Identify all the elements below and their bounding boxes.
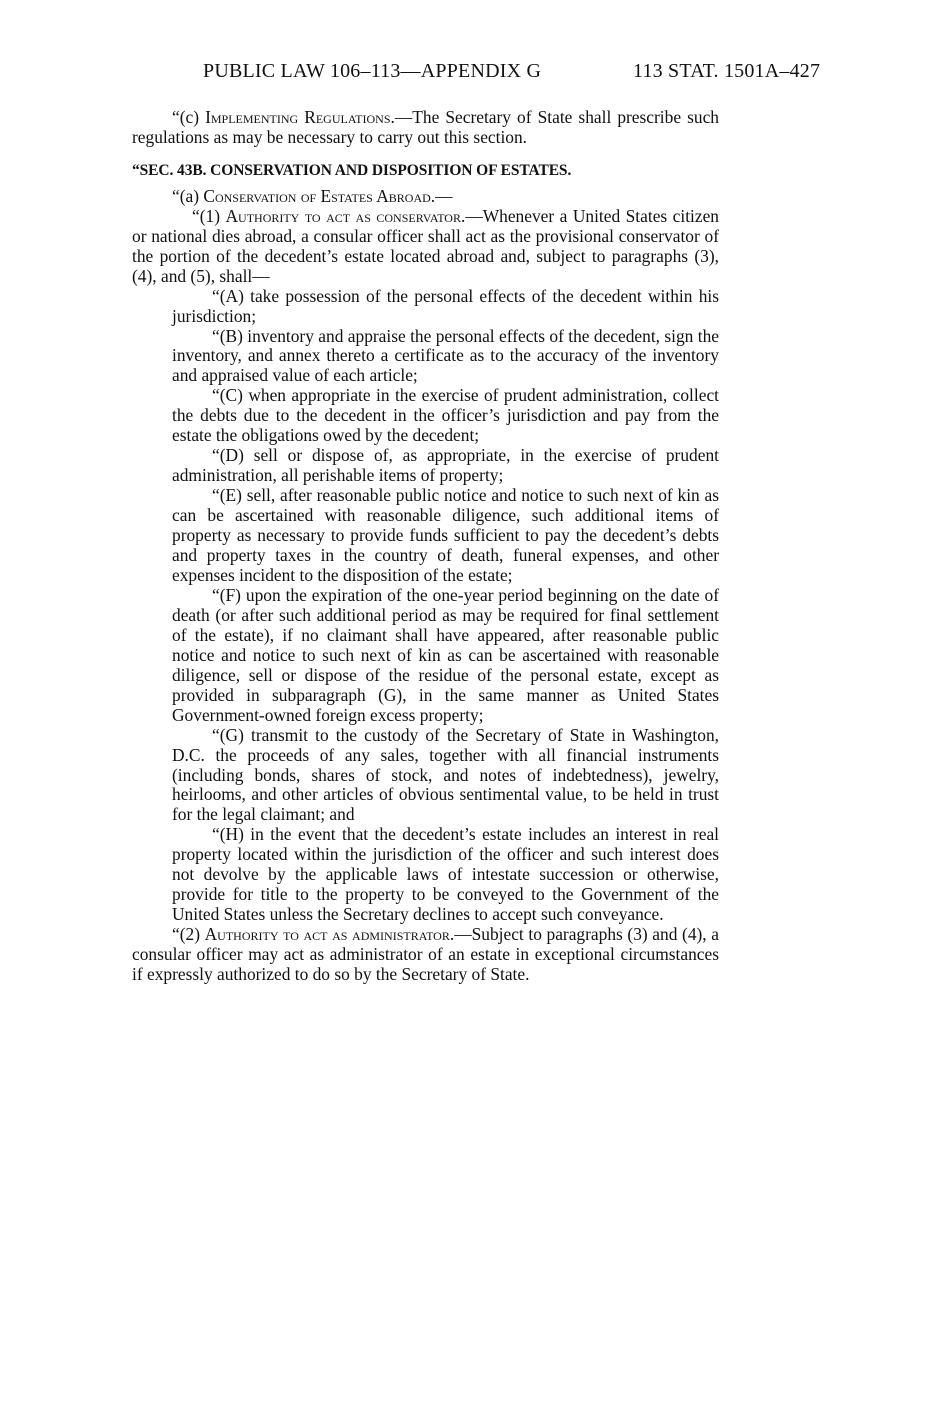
paragraph-1-title: Authority to act as conservator — [225, 205, 461, 226]
subsection-c-title: Implementing Regulations — [205, 107, 391, 127]
subsection-a-label: “(a) — [172, 185, 204, 206]
paragraph-1-text: .—Whenever a United States citizen or national dies abroad, a consular officer shall act as the provisional conservator of the portion of the decedent’s estate located abroad and, subject to paragraphs (3), (4), and (5), shall— — [132, 205, 719, 286]
subparagraph-B: “(B) inventory and appraise the personal effects of the decedent, sign the inventory, and annex thereto a certificate as to the accuracy of the inventory and appraised value of each article; — [172, 325, 719, 386]
subparagraph-G: “(G) transmit to the custody of the Secretary of State in Washington, D.C. the proceeds of any sales, together with all financial instruments (including bonds, shares of stock, and notes of indebtedness), jewelry, heirlooms, and other articles of obvious sentimental value, to be held in trust for the legal claimant; and — [172, 724, 719, 825]
subparagraph-F: “(F) upon the expiration of the one-year period beginning on the date of death (or after such additional period as may be required for final settlement of the estate), if no claimant shall have appeared, after reasonable public notice and notice to such next of kin as can be ascertained with reasonable diligence, sell or dispose of the residue of the personal estate, except as provided in subparagraph (G), in the same manner as United States Government-owned foreign excess property; — [172, 584, 719, 725]
paragraph-1-label: “(1) — [192, 205, 226, 226]
paragraph-2 — [132, 925, 719, 985]
subsection-a-heading — [132, 187, 719, 207]
public-law-citation: PUBLIC LAW 106–113—APPENDIX G — [203, 60, 542, 82]
subsection-a-title: Conservation of Estates Abroad — [203, 185, 431, 206]
subparagraph-D: “(D) sell or dispose of, as appropriate, in the exercise of prudent administration, all perishable items of property; — [172, 445, 719, 486]
paragraph-2-title: Authority to act as administrator — [204, 924, 450, 945]
paragraph-2-text: .—Subject to paragraphs (3) and (4), a consular officer may act as administrator of an estate in exceptional circumstances if expressly authorized to do so by the Secretary of State. — [132, 924, 719, 985]
subsection-a-tail: .— — [430, 185, 453, 206]
subsection-c — [132, 108, 719, 148]
statute-page-number: 113 STAT. 1501A–427 — [633, 60, 821, 82]
subparagraph-C: “(C) when appropriate in the exercise of prudent administration, collect the debts due to the decedent in the officer’s jurisdiction and pay from the estate the obligations owed by the decedent; — [172, 385, 719, 446]
section-43b-heading: “SEC. 43B. CONSERVATION AND DISPOSITION OF ESTATES. — [132, 161, 572, 179]
subparagraph-H: “(H) in the event that the decedent’s estate includes an interest in real property located within the jurisdiction of the officer and such interest does not devolve by the applicable laws of intestate succession or otherwise, provide for title to the property to be conveyed to the Government of the United States unless the Secretary declines to accept such conveyance. — [172, 824, 719, 925]
paragraph-2-label: “(2) — [172, 924, 205, 945]
subparagraph-A: “(A) take possession of the personal effects of the decedent within his jurisdiction; — [172, 285, 719, 326]
paragraph-1 — [132, 207, 719, 287]
subparagraph-E: “(E) sell, after reasonable public notice and notice to such next of kin as can be ascertained with reasonable diligence, such additional items of property as necessary to provide funds sufficient to pay the decedent’s debts and property taxes in the country of death, funeral expenses, and other expenses incident to the disposition of the estate; — [172, 485, 719, 585]
subsection-c-text: .—The Secretary of State shall prescribe such regulations as may be necessary to carry out this section. — [132, 107, 719, 147]
document-body — [132, 108, 719, 985]
subsection-c-label: “(c) — [172, 107, 206, 127]
